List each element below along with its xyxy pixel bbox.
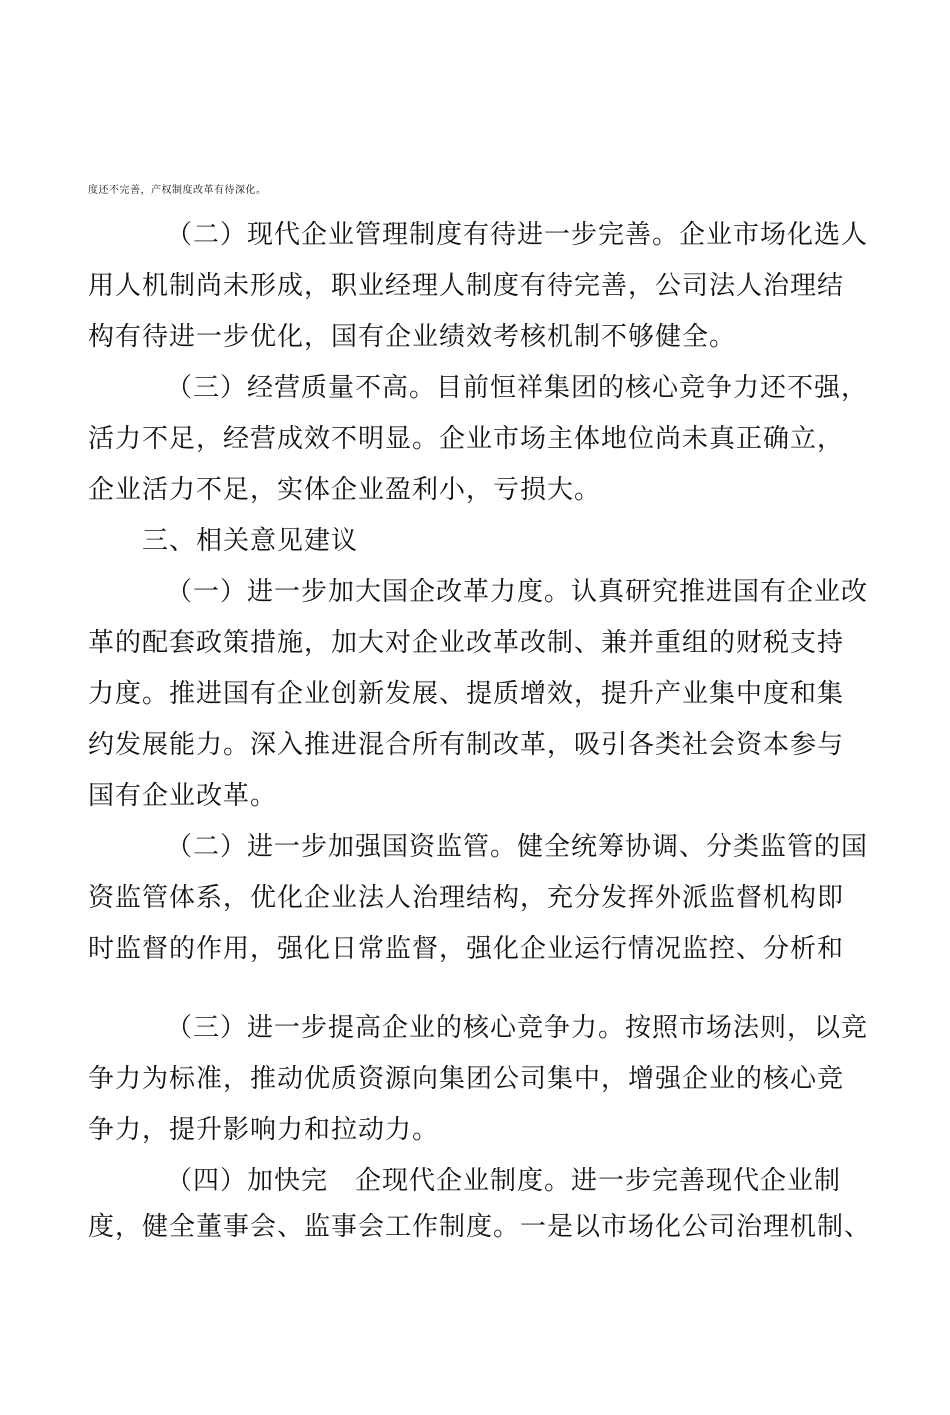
paragraph-line: 革的配套政策措施，加大对企业改革改制、兼并重组的财税支持: [88, 628, 845, 658]
top-fragment-text: 度还不完善，产权制度改革有待深化。: [88, 185, 267, 196]
paragraph-line: 时监督的作用，强化日常监督，强化企业运行情况监控、分析和: [88, 934, 845, 964]
paragraph-line: 资监管体系，优化企业法人治理结构，充分发挥外派监督机构即: [88, 883, 845, 913]
paragraph-line: 争力为标准，推动优质资源向集团公司集中，增强企业的核心竞: [88, 1064, 845, 1094]
paragraph-line: 争力，提升影响力和拉动力。: [88, 1115, 440, 1145]
paragraph-line: （二）进一步加强国资监管。健全统筹协调、分类监管的国: [166, 832, 869, 862]
paragraph-line: （三）进一步提高企业的核心竞争力。按照市场法则，以竞: [166, 1013, 869, 1043]
paragraph-line: 力度。推进国有企业创新发展、提质增效，提升产业集中度和集: [88, 679, 845, 709]
body-block-1: [88, 210, 878, 975]
section-heading: 三、相关意见建议: [142, 526, 359, 556]
paragraph-line: 活力不足，经营成效不明显。企业市场主体地位尚未真正确立，: [88, 424, 845, 454]
paragraph-line: 用人机制尚未形成，职业经理人制度有待完善，公司法人治理结: [88, 271, 845, 301]
paragraph-line: 度，健全董事会、监事会工作制度。一是以市场化公司治理机制、: [88, 1212, 872, 1242]
paragraph-line: 构有待进一步优化，国有企业绩效考核机制不够健全。: [88, 322, 737, 352]
paragraph-line: （二）现代企业管理制度有待进一步完善。企业市场化选人: [166, 220, 869, 250]
paragraph-line: （一）进一步加大国企改革力度。认真研究推进国有企业改: [166, 577, 869, 607]
paragraph-line: 企业活力不足，实体企业盈利小，亏损大。: [88, 475, 602, 505]
paragraph-line: 约发展能力。深入推进混合所有制改革，吸引各类社会资本参与: [88, 730, 845, 760]
paragraph-line: （三）经营质量不高。目前恒祥集团的核心竞争力还不强，: [166, 373, 869, 403]
paragraph-line: （四）加快完 企现代企业制度。进一步完善现代企业制: [166, 1166, 842, 1196]
body-block-2: [88, 1003, 878, 1253]
paragraph-line: 国有企业改革。: [88, 781, 278, 811]
